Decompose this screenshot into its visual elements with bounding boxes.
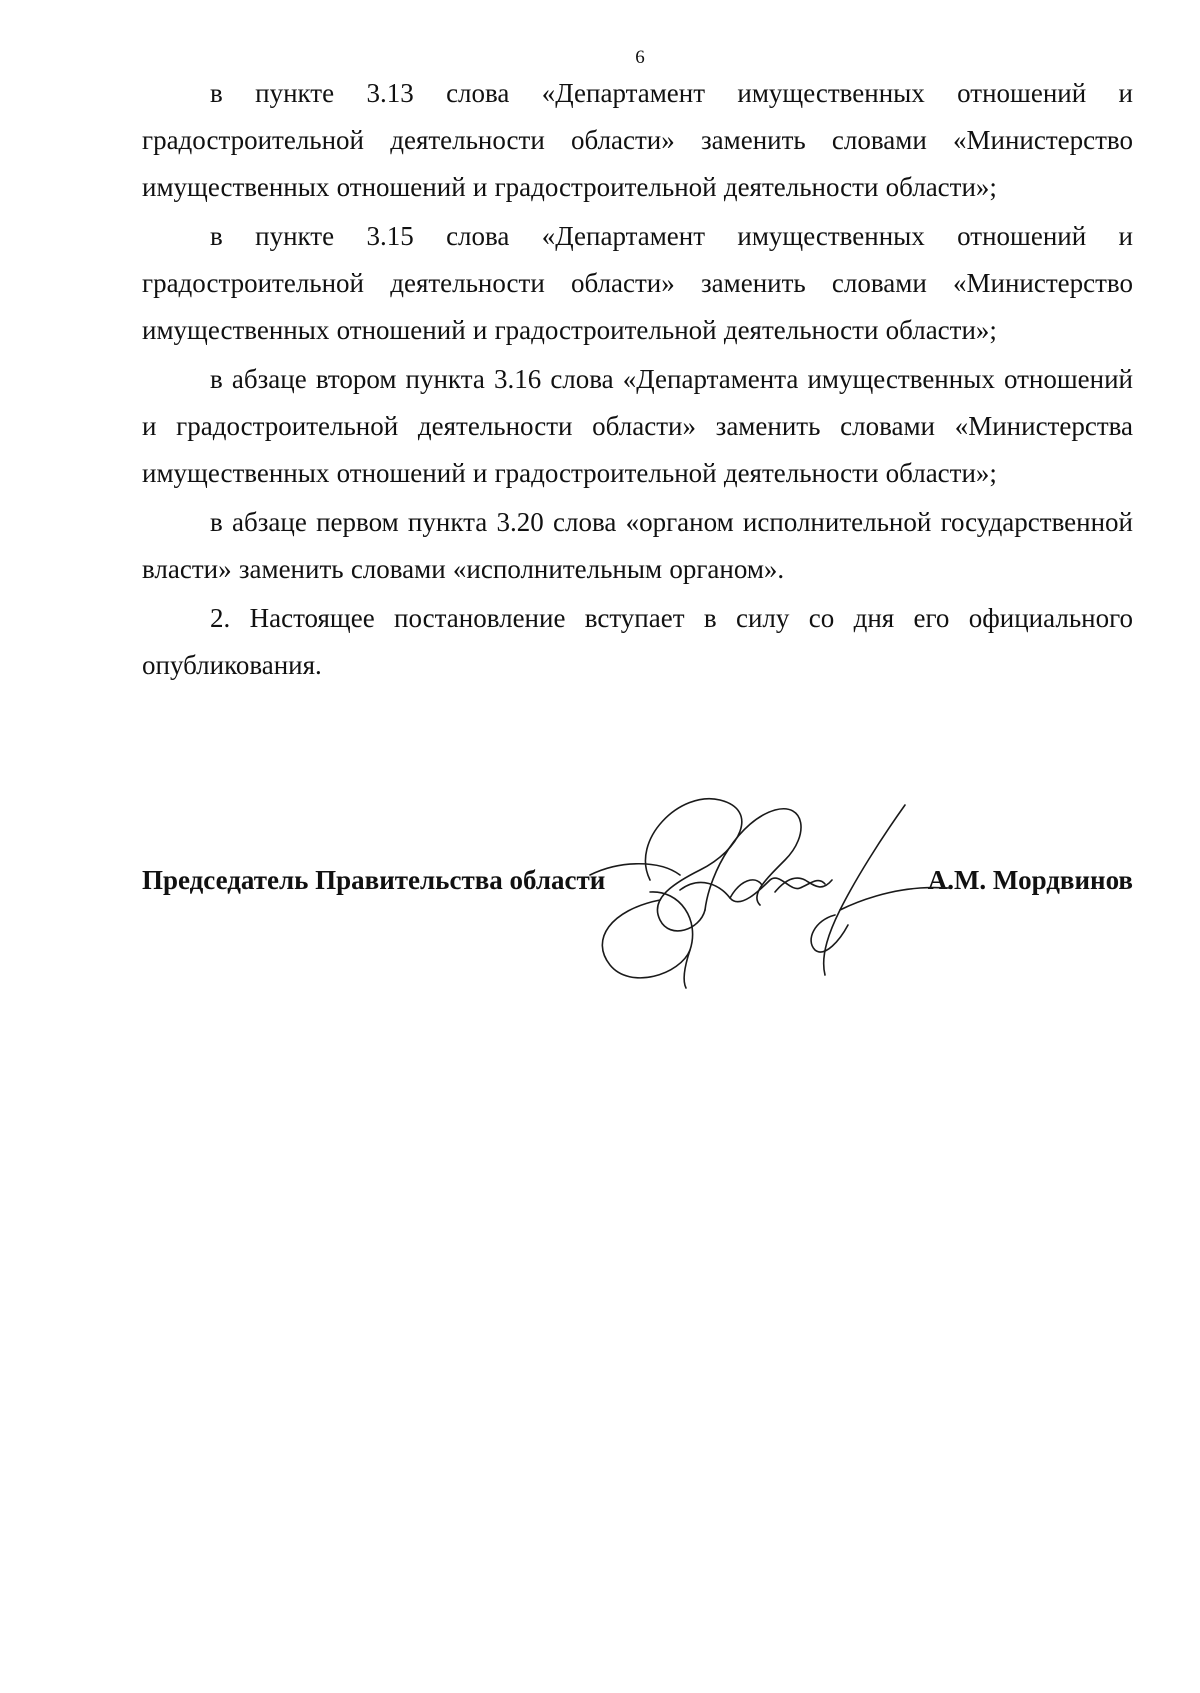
- handwritten-signature: [590, 780, 950, 990]
- paragraph-item-3-13: в пункте 3.13 слова «Департамент имущественных отношений и градостроительной деятельности области» заменить словами «Министерство имущественных отношений и градостроительной деятельности области»;: [142, 78, 1133, 202]
- signatory-name: А.М. Мордвинов: [927, 865, 1133, 895]
- paragraph-item-3-20: в абзаце первом пункта 3.20 слова «органом исполнительной государственной власти» заменить словами «исполнительным органом».: [142, 507, 1133, 584]
- paragraph-effective-date: 2. Настоящее постановление вступает в силу со дня его официального опубликования.: [142, 603, 1133, 680]
- paragraph-item-3-16: в абзаце втором пункта 3.16 слова «Департамента имущественных отношений и градостроительной деятельности области» заменить словами «Министерства имущественных отношений и градостроительной деятельности области»;: [142, 364, 1133, 488]
- signatory-title: Председатель Правительства области: [142, 865, 606, 895]
- document-body: [142, 70, 1133, 689]
- paragraph-item-3-15: в пункте 3.15 слова «Департамент имущественных отношений и градостроительной деятельности области» заменить словами «Министерство имущественных отношений и градостроительной деятельности области»;: [142, 221, 1133, 345]
- page-number: 6: [635, 47, 645, 68]
